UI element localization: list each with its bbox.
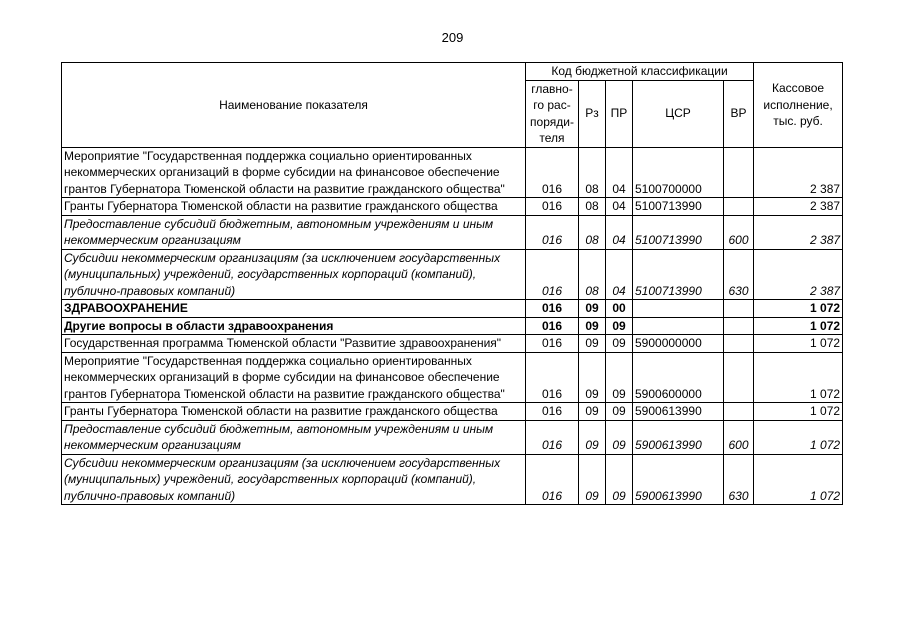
table-row	[62, 403, 843, 421]
row-csr: 5100713990	[633, 249, 724, 300]
row-amount: 1 072	[754, 317, 843, 335]
row-name: Мероприятие "Государственная поддержка социально ориентированных некоммерческих организаций в форме субсидии на финансовое обеспечение грантов Губернатора Тюменской области на развитие гражданского общества"	[62, 352, 526, 403]
row-name: Субсидии некоммерческим организациям (за исключением государственных (муниципальных) учреждений, государственных корпораций (компаний), публично-правовых компаний)	[62, 249, 526, 300]
row-glavn: 016	[526, 454, 579, 505]
row-rz: 09	[579, 454, 606, 505]
row-pr: 09	[606, 335, 633, 353]
row-vr	[724, 147, 754, 198]
row-rz: 08	[579, 215, 606, 249]
row-vr: 600	[724, 420, 754, 454]
row-pr: 04	[606, 249, 633, 300]
row-pr: 09	[606, 403, 633, 421]
header-name: Наименование показателя	[62, 63, 526, 148]
header-csr: ЦСР	[633, 80, 724, 147]
row-rz: 09	[579, 300, 606, 318]
row-rz: 08	[579, 198, 606, 216]
budget-table	[61, 62, 843, 505]
row-pr: 04	[606, 198, 633, 216]
row-amount: 1 072	[754, 352, 843, 403]
row-rz: 08	[579, 249, 606, 300]
table-row	[62, 317, 843, 335]
row-rz: 09	[579, 335, 606, 353]
row-name: Мероприятие "Государственная поддержка социально ориентированных некоммерческих организаций в форме субсидии на финансовое обеспечение грантов Губернатора Тюменской области на развитие гражданского общества"	[62, 147, 526, 198]
row-vr	[724, 335, 754, 353]
row-csr: 5900613990	[633, 420, 724, 454]
row-csr: 5900613990	[633, 454, 724, 505]
header-pr: ПР	[606, 80, 633, 147]
row-csr: 5900600000	[633, 352, 724, 403]
row-csr: 5900613990	[633, 403, 724, 421]
row-glavn: 016	[526, 352, 579, 403]
row-pr: 04	[606, 215, 633, 249]
row-rz: 09	[579, 317, 606, 335]
header-code-group: Код бюджетной классификации	[526, 63, 754, 81]
header-vr: ВР	[724, 80, 754, 147]
row-amount: 1 072	[754, 420, 843, 454]
row-name: Субсидии некоммерческим организациям (за исключением государственных (муниципальных) учреждений, государственных корпораций (компаний), публично-правовых компаний)	[62, 454, 526, 505]
row-vr: 630	[724, 454, 754, 505]
row-csr: 5100713990	[633, 215, 724, 249]
row-pr: 09	[606, 317, 633, 335]
row-rz: 09	[579, 352, 606, 403]
row-glavn: 016	[526, 215, 579, 249]
row-vr	[724, 317, 754, 335]
row-name: Гранты Губернатора Тюменской области на развитие гражданского общества	[62, 198, 526, 216]
row-name: Другие вопросы в области здравоохранения	[62, 317, 526, 335]
row-pr: 09	[606, 454, 633, 505]
table-row	[62, 300, 843, 318]
row-vr	[724, 352, 754, 403]
row-vr: 600	[724, 215, 754, 249]
row-csr: 5100700000	[633, 147, 724, 198]
row-amount: 1 072	[754, 403, 843, 421]
row-amount: 1 072	[754, 335, 843, 353]
table-body	[62, 147, 843, 505]
row-name: ЗДРАВООХРАНЕНИЕ	[62, 300, 526, 318]
row-rz: 09	[579, 403, 606, 421]
table-row	[62, 420, 843, 454]
table-row	[62, 454, 843, 505]
row-vr	[724, 403, 754, 421]
header-glavn: главно-го рас-поряди-теля	[526, 80, 579, 147]
row-amount: 2 387	[754, 215, 843, 249]
row-csr: 5900000000	[633, 335, 724, 353]
row-rz: 08	[579, 147, 606, 198]
table-row	[62, 352, 843, 403]
row-amount: 2 387	[754, 198, 843, 216]
row-name: Государственная программа Тюменской области "Развитие здравоохранения"	[62, 335, 526, 353]
row-name: Гранты Губернатора Тюменской области на развитие гражданского общества	[62, 403, 526, 421]
table-row	[62, 249, 843, 300]
row-pr: 04	[606, 147, 633, 198]
row-glavn: 016	[526, 147, 579, 198]
row-csr: 5100713990	[633, 198, 724, 216]
row-glavn: 016	[526, 335, 579, 353]
row-pr: 00	[606, 300, 633, 318]
row-csr	[633, 300, 724, 318]
header-amount: Кассовое исполнение, тыс. руб.	[754, 63, 843, 148]
row-name: Предоставление субсидий бюджетным, автономным учреждениям и иным некоммерческим организациям	[62, 215, 526, 249]
row-vr: 630	[724, 249, 754, 300]
row-glavn: 016	[526, 249, 579, 300]
row-glavn: 016	[526, 420, 579, 454]
row-glavn: 016	[526, 403, 579, 421]
row-amount: 2 387	[754, 249, 843, 300]
row-rz: 09	[579, 420, 606, 454]
row-vr	[724, 198, 754, 216]
row-glavn: 016	[526, 300, 579, 318]
row-amount: 1 072	[754, 300, 843, 318]
row-vr	[724, 300, 754, 318]
row-glavn: 016	[526, 198, 579, 216]
header-rz: Рз	[579, 80, 606, 147]
row-csr	[633, 317, 724, 335]
table-row	[62, 198, 843, 216]
row-name: Предоставление субсидий бюджетным, автономным учреждениям и иным некоммерческим организациям	[62, 420, 526, 454]
row-glavn: 016	[526, 317, 579, 335]
header-row-1	[62, 63, 843, 81]
row-amount: 2 387	[754, 147, 843, 198]
page-number: 209	[441, 30, 464, 45]
table-row	[62, 147, 843, 198]
row-pr: 09	[606, 352, 633, 403]
table-row	[62, 335, 843, 353]
row-amount: 1 072	[754, 454, 843, 505]
table-row	[62, 215, 843, 249]
row-pr: 09	[606, 420, 633, 454]
